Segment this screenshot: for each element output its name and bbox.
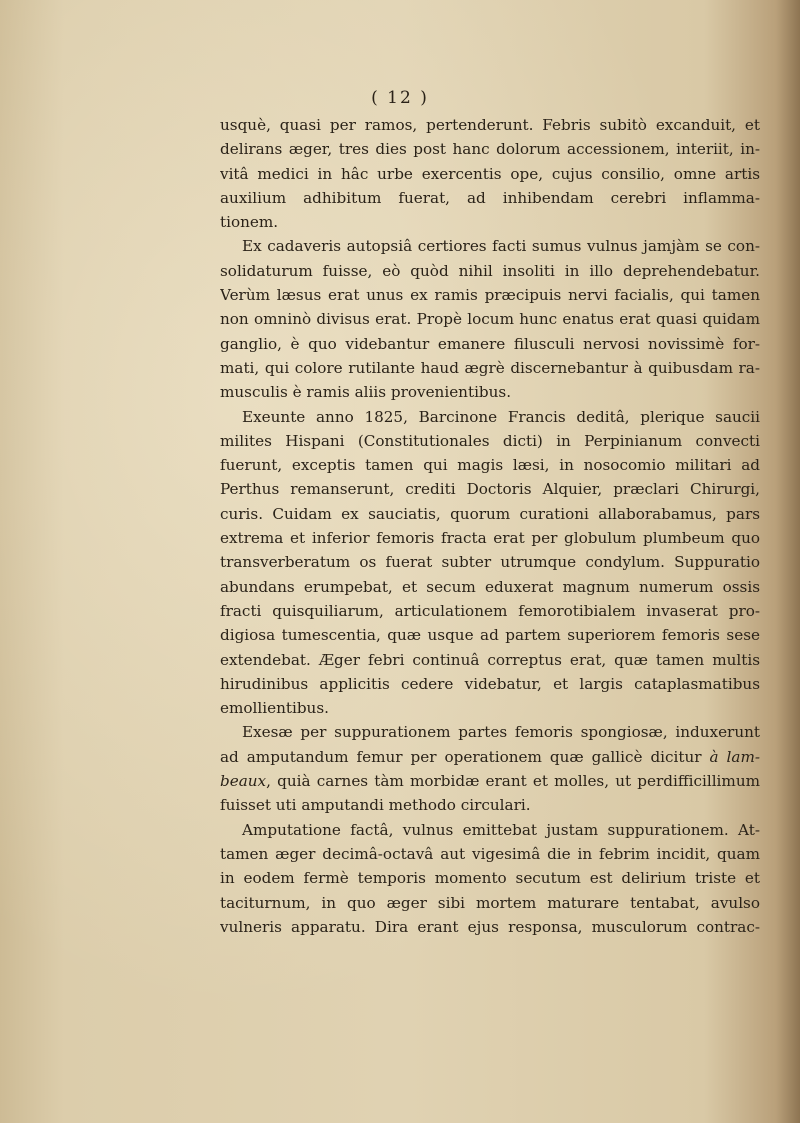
text-line: extendebat. Æger febri continuâ correptus erat, quæ tamen multis xyxy=(220,650,760,669)
paragraph-3 xyxy=(220,405,760,721)
italic-text: beaux xyxy=(220,772,267,791)
text-line: Exeunte anno 1825, Barcinone Francis deditâ, plerique saucii xyxy=(242,407,760,426)
text-line: curis. Cuidam ex sauciatis, quorum curationi allaborabamus, pars xyxy=(220,504,760,523)
text-line: mati, qui colore rutilante haud ægrè discernebantur à quibusdam ra- xyxy=(220,358,760,377)
text-line: Verùm læsus erat unus ex ramis præcipuis nervi facialis, qui tamen xyxy=(220,286,760,305)
text-line: fuerunt, exceptis tamen qui magis læsi, in nosocomio militari ad xyxy=(220,456,760,475)
text-line: Amputatione factâ, vulnus emittebat justam suppurationem. At- xyxy=(242,820,760,839)
text-line: vulneris apparatu. Dira erant ejus responsa, musculorum contrac- xyxy=(220,917,760,936)
text-line: auxilium adhibitum fuerat, ad inhibendam cerebri inflamma- xyxy=(220,188,760,207)
text-line: musculis è ramis aliis provenientibus. xyxy=(220,383,512,402)
text-line: extrema et inferior femoris fracta erat per globulum plumbeum quo xyxy=(220,529,760,548)
page-number: ( 12 ) xyxy=(371,88,429,108)
text-line: solidaturum fuisse, eò quòd nihil insoliti in illo deprehendebatur. xyxy=(220,261,760,280)
text-line: transverberatum os fuerat subter utrumque condylum. Suppuratio xyxy=(220,553,760,572)
text-line: Exesæ per suppurationem partes femoris spongiosæ, induxerunt xyxy=(242,723,760,742)
text-line: digiosa tumescentia, quæ usque ad partem superiorem femoris sese xyxy=(220,626,760,645)
text-line: vitâ medici in hâc urbe exercentis ope, cujus consilio, omne artis xyxy=(220,164,760,183)
text-line: in eodem fermè temporis momento secutum est delirium triste et xyxy=(220,869,760,888)
text-line: ganglio, è quo videbantur emanere filusculi nervosi novissimè for- xyxy=(220,334,760,353)
text-line: milites Hispani (Constitutionales dicti) in Perpinianum convecti xyxy=(220,431,760,450)
text-line: tamen æger decimâ-octavâ aut vigesimâ die in febrim incidit, quam xyxy=(220,844,760,863)
text-line: fracti quisquiliarum, articulationem femorotibialem invaserat pro- xyxy=(220,601,760,620)
text-line: abundans erumpebat, et secum eduxerat magnum numerum ossis xyxy=(220,577,760,596)
text-line: delirans æger, tres dies post hanc dolorum accessionem, interiit, in- xyxy=(220,140,760,159)
text-line: tionem. xyxy=(220,213,279,232)
text-line: taciturnum, in quo æger sibi mortem maturare tentabat, avulso xyxy=(220,893,760,912)
body-text xyxy=(220,113,760,939)
paragraph-4 xyxy=(220,720,760,817)
text-line: Ex cadaveris autopsiâ certiores facti sumus vulnus jamjàm se con- xyxy=(242,237,760,256)
paragraph-2 xyxy=(220,234,760,404)
italic-text: à lam- xyxy=(709,747,760,766)
text-line: fuisset uti amputandi methodo circulari. xyxy=(220,796,531,815)
text-line: ad amputandum femur per operationem quæ gallicè dicitur à lam- xyxy=(220,747,760,766)
paragraph-1 xyxy=(220,113,760,234)
text-line: beaux, quià carnes tàm morbidæ erant et molles, ut perdifficillimum xyxy=(220,772,760,791)
paragraph-5 xyxy=(220,818,760,939)
text-line: emollientibus. xyxy=(220,699,329,718)
text-line: hirudinibus applicitis cedere videbatur, et largis cataplasmatibus xyxy=(220,674,760,693)
text-line: Perthus remanserunt, crediti Doctoris Alquier, præclari Chirurgi, xyxy=(220,480,760,499)
text-line: usquè, quasi per ramos, pertenderunt. Febris subitò excanduit, et xyxy=(220,116,760,134)
text-line: non omninò divisus erat. Propè locum hunc enatus erat quasi quidam xyxy=(220,310,760,329)
